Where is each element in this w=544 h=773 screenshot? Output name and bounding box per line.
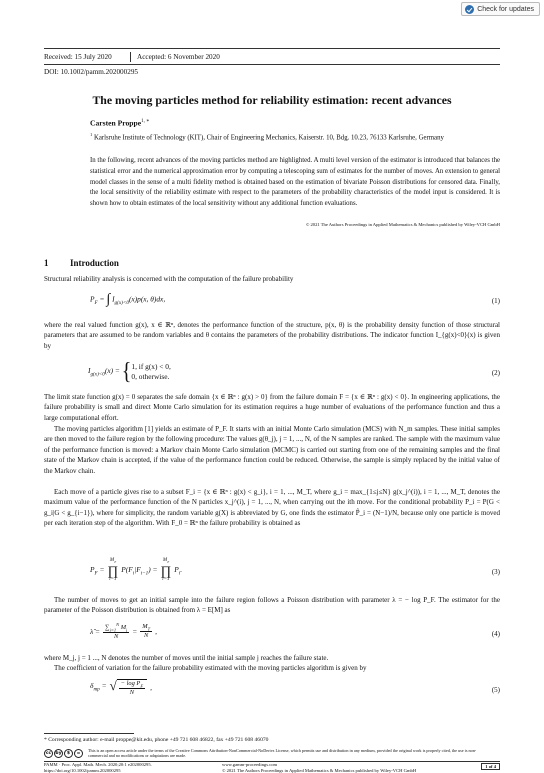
copyright-line: © 2021 The Authors Proceedings in Applied Mathematics & Mechanics published by Wiley-VCH GmbH bbox=[305, 222, 500, 227]
cc-icon: cc bbox=[45, 751, 52, 756]
header-rule-bottom bbox=[44, 64, 500, 65]
affiliation-mark: 1 bbox=[90, 132, 93, 137]
license-text: This is an open access article under the terms of the Creative Commons Attribution-NonCommercial-NoDerivs License, which permits use and distribution in any medium, provided the original work is properly cited, the use is non-commercial and no modifications or adaptations are made. bbox=[88, 748, 477, 759]
check-for-updates-label: Check for updates bbox=[477, 5, 534, 13]
author-marks: 1, ∗ bbox=[141, 119, 150, 124]
equation-1: $P_F$ = ∫ $I_{g(x)<0}(x)p(x$, θ)dx, (1) bbox=[90, 292, 500, 307]
equation-2-tag: (2) bbox=[491, 369, 500, 377]
paragraph-8: The coefficient of variation for the failure probability estimated with the moving particles algorithm is given by bbox=[54, 664, 367, 672]
paragraph-1: Structural reliability analysis is concerned with the computation of the failure probability bbox=[44, 275, 294, 283]
affiliation-text: Karlsruhe Institute of Technology (KIT), Chair of Engineering Mechanics, Kaiserstr. 10, Bdg. 10.23, 76133 Karlsruhe, Germany bbox=[93, 134, 444, 142]
affiliation bbox=[90, 130, 500, 142]
footnote-rule bbox=[44, 733, 134, 734]
paper-title: The moving particles method for reliability estimation: recent advances bbox=[92, 93, 452, 107]
nd-icon: = bbox=[74, 749, 83, 758]
author-name: Carsten Proppe bbox=[90, 118, 142, 128]
equation-2-case-1: 1, if g(x) < 0, bbox=[131, 362, 171, 371]
footer-journal bbox=[44, 762, 152, 773]
equation-3: $P_F$ = $M_T$ ∏ i=1 $P(F_i|F_{i-1})$ = $M_T$ ∏ i=1 $P_i$. (3) bbox=[90, 558, 500, 582]
received-date: Received: 15 July 2020 bbox=[44, 53, 112, 61]
footer-site[interactable]: www.gamm-proceedings.com bbox=[222, 762, 278, 767]
footnote: * Corresponding author: e-mail proppe@kit.edu, phone +49 721 608 46822, fax +49 721 608 46070 bbox=[44, 737, 269, 743]
author-block bbox=[90, 118, 150, 128]
equation-2: $I_{g(x)<0}(x)$ = { 1, if g(x) < 0, 0, otherwise. (2) bbox=[88, 358, 500, 386]
paragraph-5: Each move of a particle gives rise to a subset F_i = {x ∈ ℝⁿ : g(x) < g_i}, i = 1, ..., M_T, where g_i = max_{1≤j≤N} g(x_j^(i)), i = 1, ..., M_T, denotes the maximum value of the performance function of the N particles x_j^(i), j = 1, ..., N, when carrying out the ith move. For the conditional probability P_i = P(G < g_i|G < g_{i−1}), where for simplicity, the random variable g(X) is abbreviated by G, one finds the estimator P̂_i = (N−1)/N, because only one particle is moved per each iteration step of the algorithm. With F_0 = ℝⁿ the failure probability is obtained as bbox=[44, 488, 500, 528]
equation-5-tag: (5) bbox=[491, 686, 500, 694]
equation-2-case-2: 0, otherwise. bbox=[131, 372, 170, 381]
section-title: Introduction bbox=[70, 258, 119, 268]
check-icon bbox=[465, 5, 474, 14]
accepted-date: Accepted: 6 November 2020 bbox=[137, 53, 220, 61]
doi-link[interactable]: DOI: 10.1002/pamm.202000295 bbox=[44, 68, 139, 76]
footer-center bbox=[222, 762, 416, 773]
section-heading bbox=[44, 258, 119, 268]
footer-journal-line-1: PAMM · Proc. Appl. Math. Mech. 2020;20:1 e202000295. bbox=[44, 762, 152, 767]
check-for-updates-button[interactable] bbox=[461, 2, 540, 16]
equation-1-tag: (1) bbox=[491, 297, 500, 305]
paragraph-6: The number of moves to get an initial sample into the failure region follows a Poisson distribution with parameter λ = − log P_F. The estimator for the parameter of the Poisson distribution is obtained from λ = E[M] as bbox=[44, 596, 500, 615]
footer-publisher: © 2021 The Authors Proceedings in Applied Mathematics & Mechanics published by Wiley-VCH GmbH bbox=[222, 767, 417, 773]
equation-5: $\delta_{mp}$ = √ $\frac{- \log P_F}{N}$ , (5) bbox=[90, 678, 500, 697]
paragraph-3: The limit state function g(x) = 0 separates the safe domain {x ∈ ℝⁿ : g(x) > 0} from the failure domain F = {x ∈ ℝⁿ : g(x) < 0}. In engineering applications, the failure probability is small and direct Monte Carlo simulation for its estimation requires a huge number of evaluations of the performance function and thus a large computational effort. bbox=[44, 393, 500, 422]
paragraph-7: where M_j, j = 1 ..., N denotes the number of moves until the initial sample j reaches the failure state. bbox=[44, 654, 329, 662]
paragraph-2: where the real valued function g(x), x ∈ ℝⁿ, denotes the performance function of the structure, p(x, θ) is the probability density function of those structural parameters that are assumed to be random variables and θ contains the parameters of the probability distributions. The indicator function I_{g(x)<0}(x) is given by bbox=[44, 321, 500, 350]
nc-icon: $ bbox=[64, 749, 73, 758]
header-rule-top bbox=[44, 48, 500, 49]
page-number: 1 of 4 bbox=[481, 763, 500, 770]
meta-separator bbox=[130, 52, 131, 62]
equation-4-tag: (4) bbox=[491, 630, 500, 638]
equation-4: λ̂ = $\frac{\sum_{j=1}^N M_j}{N}$ = $\frac{M_T}{N}$ , (4) bbox=[90, 622, 500, 641]
abstract: In the following, recent advances of the moving particles method are highlighted. A multi level version of the estimator is introduced that balances the statistical error and the numerical approximation error by computing a telescoping sum of estimates for the number of moves. An extension to general model classes in the sense of a multi fidelity method is obtained based on the estimation of bivariate Poisson distributions for censored data. Finally, the local sensitivity of the reliability estimate with respect to the parameters of the probability characteristics of the model input is considered. It is shown how to obtain estimates of the local sensitivity without any additional function evaluations. bbox=[90, 157, 500, 208]
section-number: 1 bbox=[44, 258, 49, 268]
cc-license-badge[interactable] bbox=[44, 749, 83, 758]
footer-journal-doi[interactable]: https://doi.org/10.1002/pamm.202000295 bbox=[44, 767, 121, 773]
paragraph-4: The moving particles algorithm [1] yields an estimate of P_F. It starts with an initial Monte Carlo simulation (MCS) with N_m samples. These initial samples are then moved to the failure region by the following procedure: The values g(θ_j), j = 1, ..., N, of the N samples are ranked. The sample with the maximum value of the performance function is moved: a Markov chain Monte Carlo simulation (MCMC) is carried out starting from one of the remaining samples and the final state of the Markov chain is accepted, if the value of the performance function could be reduced. Otherwise, the sample is simply replaced by the initial value of the Markov chain. bbox=[44, 425, 500, 475]
by-icon: by bbox=[55, 751, 62, 756]
equation-3-tag: (3) bbox=[491, 568, 500, 576]
